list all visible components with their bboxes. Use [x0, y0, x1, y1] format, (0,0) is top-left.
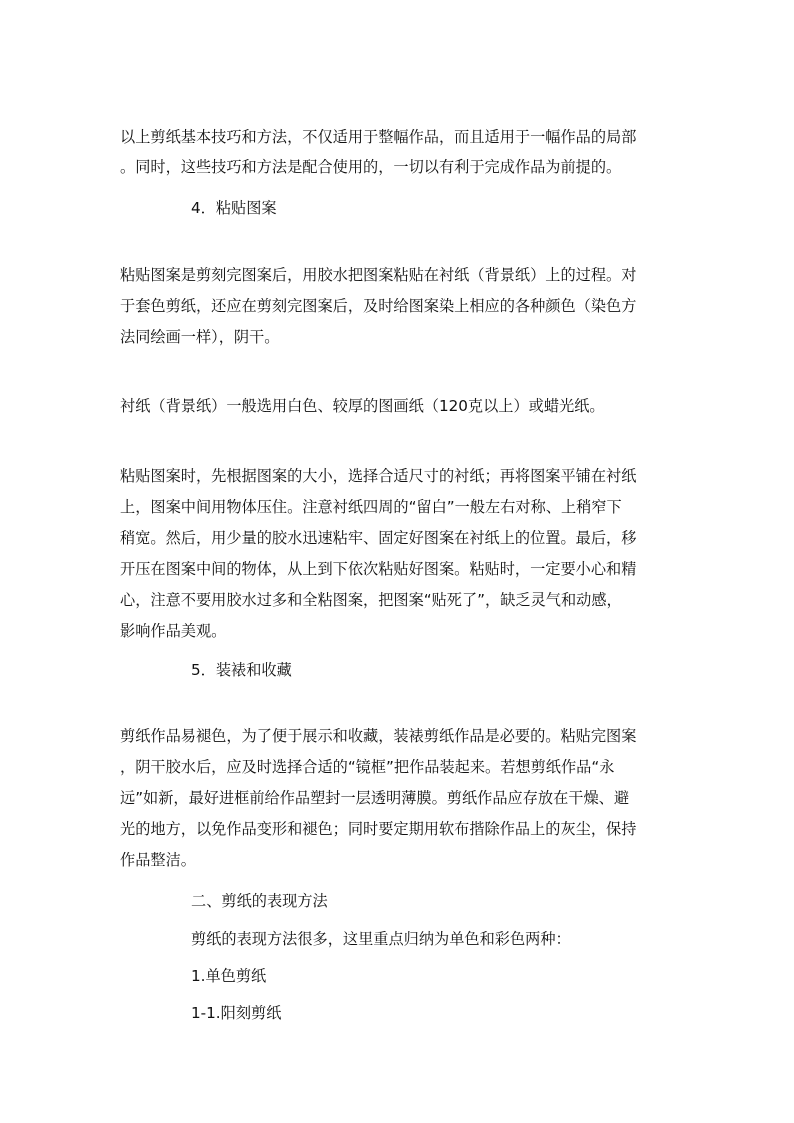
- paragraph-line: 远”如新，最好进框前给作品塑封一层透明薄膜。剪纸作品应存放在干燥、避: [120, 789, 630, 807]
- paragraph-line: ，阴干胶水后，应及时选择合适的“镜框”把作品装起来。若想剪纸作品“永: [120, 758, 615, 776]
- paragraph-line: 影响作品美观。: [120, 622, 227, 640]
- paragraph-line: 法同绘画一样），阴干。: [120, 328, 280, 346]
- paragraph-line: 。同时，这些技巧和方法是配合使用的，一切以有利于完成作品为前提的。: [120, 158, 622, 176]
- paragraph-line: 心，注意不要用胶水过多和全粘图案，把图案“贴死了”，缺乏灵气和动感，: [120, 591, 622, 609]
- subsection-heading: 1.单色剪纸: [191, 967, 267, 985]
- paragraph-line: 作品整洁。: [120, 851, 196, 869]
- paragraph-line: 粘贴图案时，先根据图案的大小，选择合适尺寸的衬纸；再将图案平铺在衬纸: [120, 467, 637, 485]
- paragraph-line: 上，图案中间用物体压住。注意衬纸四周的“留白”一般左右对称、上稍窄下: [120, 498, 622, 516]
- paragraph-line: 粘贴图案是剪刻完图案后，用胶水把图案粘贴在衬纸（背景纸）上的过程。对: [120, 266, 637, 284]
- paragraph-line: 衬纸（背景纸）一般选用白色、较厚的图画纸（120克以上）或蜡光纸。: [120, 397, 605, 415]
- section-heading: 4．粘贴图案: [191, 199, 277, 217]
- subsection-heading: 1-1.阳刻剪纸: [191, 1004, 282, 1022]
- paragraph-line: 开压在图案中间的物体，从上到下依次粘贴好图案。粘贴时，一定要小心和精: [120, 560, 637, 578]
- paragraph-line: 于套色剪纸，还应在剪刻完图案后，及时给图案染上相应的各种颜色（染色方: [120, 297, 637, 315]
- paragraph-line: 稍宽。然后，用少量的胶水迅速粘牢、固定好图案在衬纸上的位置。最后，移: [120, 529, 637, 547]
- paragraph-line: 剪纸作品易褪色，为了便于展示和收藏，装裱剪纸作品是必要的。粘贴完图案: [120, 727, 637, 745]
- paragraph-line: 剪纸的表现方法很多，这里重点归纳为单色和彩色两种：: [191, 930, 571, 948]
- section-heading: 5．装裱和收藏: [191, 661, 292, 679]
- section-heading: 二、剪纸的表现方法: [191, 892, 328, 910]
- paragraph-line: 光的地方，以免作品变形和褪色；同时要定期用软布揩除作品上的灰尘，保持: [120, 820, 637, 838]
- paragraph-line: 以上剪纸基本技巧和方法，不仅适用于整幅作品，而且适用于一幅作品的局部: [120, 128, 637, 146]
